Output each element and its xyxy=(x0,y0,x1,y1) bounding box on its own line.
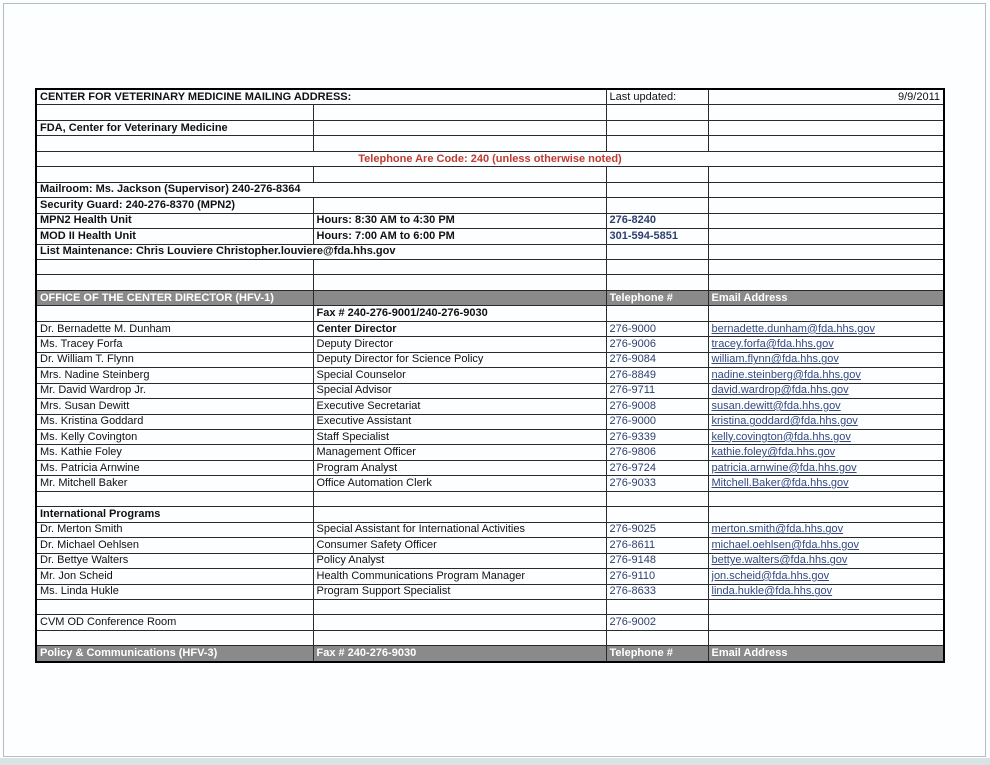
cell xyxy=(36,105,313,120)
job-title: Special Counselor xyxy=(313,368,606,383)
mailroom-info: Mailroom: Ms. Jackson (Supervisor) 240-276-8364 xyxy=(36,182,606,197)
bottom-edge-band xyxy=(0,758,990,765)
cell xyxy=(606,167,708,182)
job-title: Special Advisor xyxy=(313,383,606,398)
person-name: Mr. Jon Scheid xyxy=(36,569,313,584)
health-unit-name: MPN2 Health Unit xyxy=(36,213,313,228)
health-unit-name: MOD II Health Unit xyxy=(36,229,313,244)
email-link[interactable]: tracey.forfa@fda.hhs.gov xyxy=(708,337,944,352)
email-link[interactable]: david.wardrop@fda.hhs.gov xyxy=(708,383,944,398)
table-row xyxy=(36,599,944,614)
section-title: Policy & Communications (HFV-3) xyxy=(36,646,313,662)
org-name: FDA, Center for Veterinary Medicine xyxy=(36,120,313,135)
health-unit-hours: Hours: 7:00 AM to 6:00 PM xyxy=(313,229,606,244)
phone-number: 276-9339 xyxy=(606,430,708,445)
job-title: Policy Analyst xyxy=(313,553,606,568)
email-link[interactable]: Mitchell.Baker@fda.hhs.gov xyxy=(708,476,944,491)
table-row xyxy=(36,136,944,151)
cell xyxy=(36,167,313,182)
table-row xyxy=(36,229,944,244)
phone-number: 276-8611 xyxy=(606,538,708,553)
cell xyxy=(36,275,313,290)
table-row xyxy=(36,182,944,197)
cell xyxy=(313,491,606,506)
room-name: CVM OD Conference Room xyxy=(36,615,313,630)
telephone-column-header: Telephone # xyxy=(606,290,708,305)
phone-number: 301-594-5851 xyxy=(606,229,708,244)
email-link[interactable]: bettye.walters@fda.hhs.gov xyxy=(708,553,944,568)
table-row xyxy=(36,491,944,506)
email-link[interactable]: jon.scheid@fda.hhs.gov xyxy=(708,569,944,584)
job-title: Staff Specialist xyxy=(313,430,606,445)
table-row xyxy=(36,198,944,213)
phone-number: 276-9806 xyxy=(606,445,708,460)
email-link[interactable]: merton.smith@fda.hhs.gov xyxy=(708,522,944,537)
table-row xyxy=(36,430,944,445)
email-link[interactable]: bernadette.dunham@fda.hhs.gov xyxy=(708,321,944,336)
phone-number: 276-9002 xyxy=(606,615,708,630)
email-column-header: Email Address xyxy=(708,646,944,662)
table-row xyxy=(36,476,944,491)
phone-number: 276-9000 xyxy=(606,414,708,429)
person-name: Mrs. Susan Dewitt xyxy=(36,399,313,414)
cell xyxy=(606,105,708,120)
table-row xyxy=(36,167,944,182)
table-row xyxy=(36,352,944,367)
cell xyxy=(606,630,708,645)
email-link[interactable]: patricia.arnwine@fda.hhs.gov xyxy=(708,460,944,475)
area-code-note: Telephone Are Code: 240 (unless otherwise noted) xyxy=(36,151,944,166)
person-name: Ms. Linda Hukle xyxy=(36,584,313,599)
table-row xyxy=(36,615,944,630)
cell xyxy=(36,306,313,321)
job-title: Management Officer xyxy=(313,445,606,460)
phone-number: 276-9110 xyxy=(606,569,708,584)
telephone-column-header: Telephone # xyxy=(606,646,708,662)
phone-number: 276-8849 xyxy=(606,368,708,383)
health-unit-hours: Hours: 8:30 AM to 4:30 PM xyxy=(313,213,606,228)
phone-number: 276-8633 xyxy=(606,584,708,599)
email-link[interactable]: william.flynn@fda.hhs.gov xyxy=(708,352,944,367)
cell xyxy=(708,599,944,614)
cell xyxy=(708,260,944,275)
cell xyxy=(708,120,944,135)
phone-number: 276-9033 xyxy=(606,476,708,491)
email-link[interactable]: kathie.foley@fda.hhs.gov xyxy=(708,445,944,460)
cell xyxy=(313,260,606,275)
cell xyxy=(313,615,606,630)
cell xyxy=(606,198,708,213)
job-title: Program Support Specialist xyxy=(313,584,606,599)
table-row xyxy=(36,120,944,135)
person-name: Ms. Kelly Covington xyxy=(36,430,313,445)
cell xyxy=(708,491,944,506)
last-updated-value: 9/9/2011 xyxy=(708,89,944,105)
cell xyxy=(708,105,944,120)
person-name: Ms. Kristina Goddard xyxy=(36,414,313,429)
cell xyxy=(708,507,944,522)
job-title: Health Communications Program Manager xyxy=(313,569,606,584)
cell xyxy=(708,630,944,645)
table-row xyxy=(36,522,944,537)
cell xyxy=(606,120,708,135)
directory-table-body xyxy=(36,89,944,662)
job-title: Deputy Director xyxy=(313,337,606,352)
person-name: Ms. Patricia Arnwine xyxy=(36,460,313,475)
cell xyxy=(606,275,708,290)
cell xyxy=(313,290,606,305)
table-row xyxy=(36,244,944,259)
directory-table xyxy=(35,88,945,663)
table-row xyxy=(36,105,944,120)
section-header-row xyxy=(36,290,944,305)
table-row xyxy=(36,306,944,321)
job-title: Program Analyst xyxy=(313,460,606,475)
cell xyxy=(708,275,944,290)
person-name: Dr. Merton Smith xyxy=(36,522,313,537)
cell xyxy=(313,136,606,151)
phone-number: 276-9000 xyxy=(606,321,708,336)
table-row xyxy=(36,213,944,228)
job-title: Executive Secretariat xyxy=(313,399,606,414)
table-row xyxy=(36,460,944,475)
phone-number: 276-9148 xyxy=(606,553,708,568)
phone-number: 276-9006 xyxy=(606,337,708,352)
job-title: Office Automation Clerk xyxy=(313,476,606,491)
person-name: Dr. Bernadette M. Dunham xyxy=(36,321,313,336)
phone-number: 276-8240 xyxy=(606,213,708,228)
email-link[interactable]: nadine.steinberg@fda.hhs.gov xyxy=(708,368,944,383)
cell xyxy=(708,306,944,321)
cell xyxy=(313,630,606,645)
job-title: Special Assistant for International Activities xyxy=(313,522,606,537)
table-row xyxy=(36,569,944,584)
job-title: Executive Assistant xyxy=(313,414,606,429)
cell xyxy=(36,491,313,506)
cell xyxy=(313,198,606,213)
phone-number: 276-9711 xyxy=(606,383,708,398)
title-row xyxy=(36,89,944,105)
table-row xyxy=(36,414,944,429)
section-header-row xyxy=(36,646,944,662)
person-name: Mr. David Wardrop Jr. xyxy=(36,383,313,398)
doc-title: CENTER FOR VETERINARY MEDICINE MAILING ADDRESS: xyxy=(36,89,606,105)
cell xyxy=(606,491,708,506)
cell xyxy=(313,120,606,135)
job-title: Deputy Director for Science Policy xyxy=(313,352,606,367)
cell xyxy=(313,167,606,182)
cell xyxy=(708,167,944,182)
table-row xyxy=(36,399,944,414)
email-link[interactable]: michael.oehlsen@fda.hhs.gov xyxy=(708,538,944,553)
cell xyxy=(708,182,944,197)
fax-number: Fax # 240-276-9001/240-276-9030 xyxy=(313,306,606,321)
cell xyxy=(313,105,606,120)
person-name: Dr. William T. Flynn xyxy=(36,352,313,367)
section-title: OFFICE OF THE CENTER DIRECTOR (HFV-1) xyxy=(36,290,313,305)
cell xyxy=(708,244,944,259)
person-name: Mrs. Nadine Steinberg xyxy=(36,368,313,383)
cell xyxy=(606,244,708,259)
table-row xyxy=(36,507,944,522)
job-title: Center Director xyxy=(313,321,606,336)
cell xyxy=(606,136,708,151)
email-link[interactable]: susan.dewitt@fda.hhs.gov xyxy=(708,399,944,414)
person-name: Mr. Mitchell Baker xyxy=(36,476,313,491)
email-link[interactable]: kristina.goddard@fda.hhs.gov xyxy=(708,414,944,429)
table-row xyxy=(36,630,944,645)
cell xyxy=(36,630,313,645)
person-name: Dr. Bettye Walters xyxy=(36,553,313,568)
cell xyxy=(313,599,606,614)
table-row xyxy=(36,368,944,383)
table-row xyxy=(36,260,944,275)
phone-number: 276-9724 xyxy=(606,460,708,475)
last-updated-label: Last updated: xyxy=(606,89,708,105)
subsection-title: International Programs xyxy=(36,507,313,522)
fax-number: Fax # 240-276-9030 xyxy=(313,646,606,662)
person-name: Ms. Tracey Forfa xyxy=(36,337,313,352)
cell xyxy=(606,507,708,522)
table-row xyxy=(36,151,944,166)
cell xyxy=(708,615,944,630)
table-row xyxy=(36,337,944,352)
cell xyxy=(708,136,944,151)
email-link[interactable]: linda.hukle@fda.hhs.gov xyxy=(708,584,944,599)
email-link[interactable]: kelly.covington@fda.hhs.gov xyxy=(708,430,944,445)
cell xyxy=(313,507,606,522)
table-row xyxy=(36,275,944,290)
table-row xyxy=(36,445,944,460)
cell xyxy=(606,182,708,197)
cell xyxy=(606,260,708,275)
phone-number: 276-9084 xyxy=(606,352,708,367)
job-title: Consumer Safety Officer xyxy=(313,538,606,553)
cell xyxy=(313,275,606,290)
table-row xyxy=(36,383,944,398)
person-name: Ms. Kathie Foley xyxy=(36,445,313,460)
email-column-header: Email Address xyxy=(708,290,944,305)
table-row xyxy=(36,584,944,599)
cell xyxy=(36,260,313,275)
cell xyxy=(708,198,944,213)
cell xyxy=(708,229,944,244)
table-row xyxy=(36,321,944,336)
cell xyxy=(606,599,708,614)
cell xyxy=(36,136,313,151)
cell xyxy=(606,306,708,321)
security-guard-info: Security Guard: 240-276-8370 (MPN2) xyxy=(36,198,313,213)
list-maintenance-info: List Maintenance: Chris Louviere Christopher.louviere@fda.hhs.gov xyxy=(36,244,606,259)
person-name: Dr. Michael Oehlsen xyxy=(36,538,313,553)
phone-number: 276-9025 xyxy=(606,522,708,537)
table-row xyxy=(36,553,944,568)
cell xyxy=(36,599,313,614)
cell xyxy=(708,213,944,228)
phone-number: 276-9008 xyxy=(606,399,708,414)
table-row xyxy=(36,538,944,553)
